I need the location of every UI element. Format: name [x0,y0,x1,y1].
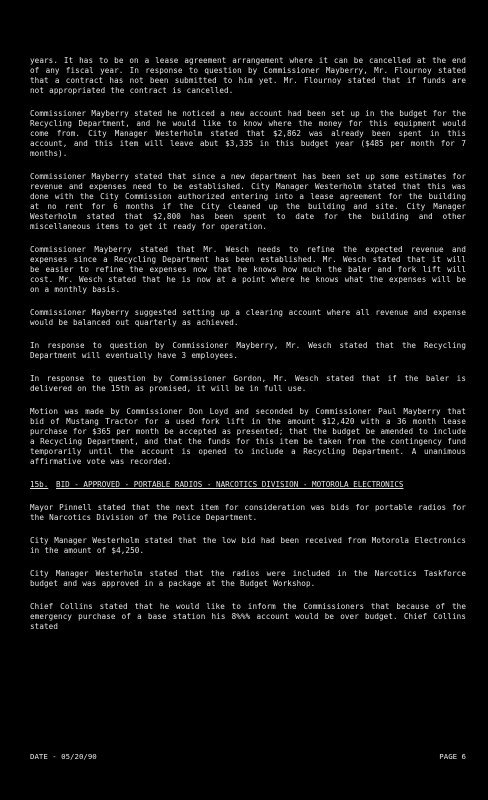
paragraph: In response to question by Commissioner Gordon, Mr. Wesch stated that if the baler is delivered on the 15th as promised, it will be in full use. [30,374,466,393]
paragraph: years. It has to be on a lease agreement arrangement where it can be cancelled at the end of any fiscal year. In response to question by Commissioner Mayberry, Mr. Flournoy stated that a contract has not been submitted to him yet. Mr. Flournoy stated that if funds are not appropriated the contract is cancelled. [30,56,466,95]
paragraph: In response to question by Commissioner Mayberry, Mr. Wesch stated that the Recycling Department will eventually have 3 employees. [30,341,466,360]
paragraph: Motion was made by Commissioner Don Loyd and seconded by Commissioner Paul Mayberry that bid of Mustang Tractor for a used fork lift in the amount $12,420 with a 36 month lease purchase for $365 per month be accepted as presented; that the budget be amended to include a Recycling Department, and that the funds for this item be taken from the contingency fund temporarily until the account is opened to include a Recycling Department. A unanimous affirmative vote was recorded. [30,407,466,466]
paragraph: Commissioner Mayberry stated that Mr. Wesch needs to refine the expected revenue and expenses since a Recycling Department has been established. Mr. Wesch stated that it will be easier to refine the expenses now that he knows how much the baler and fork lift will cost. Mr. Wesch stated that he is now at a point where he knows what the expenses will be on a monthly basis. [30,245,466,294]
paragraph: Commissioner Mayberry stated that since a new department has been set up some estimates for revenue and expenses need to be established. City Manager Westerholm stated that this was done with the City Commission authorized entering into a lease agreement for the building at no rent for 6 months if the City cleaned up the building and site. City Manager Westerholm stated that $2,800 has been spent to date for the building and other miscellaneous items to get it ready for operation. [30,172,466,231]
agenda-item-title: BID - APPROVED - PORTABLE RADIOS - NARCOTICS DIVISION - MOTOROLA ELECTRONICS [56,480,404,489]
paragraph: City Manager Westerholm stated that the radios were included in the Narcotics Taskforce budget and was approved in a package at the Budget Workshop. [30,569,466,588]
paragraph: Commissioner Mayberry suggested setting up a clearing account where all revenue and expense would be balanced out quarterly as achieved. [30,308,466,327]
footer-page-number: PAGE 6 [439,752,466,761]
agenda-item-heading [30,480,466,490]
footer-date: DATE - 05/20/90 [30,752,97,761]
paragraph: City Manager Westerholm stated that the low bid had been received from Motorola Electronics in the amount of $4,250. [30,536,466,555]
paragraph: Chief Collins stated that he would like to inform the Commissioners that because of the emergency purchase of a base station his 8%%% account would be over budget. Chief Collins stated [30,602,466,631]
paragraph: Commissioner Mayberry stated he noticed a new account had been set up in the budget for the Recycling Department, and he would like to know where the money for this equipment would come from. City Manager Westerholm stated that $2,862 was already been spent in this account, and this item will leave abut $3,335 in this budget year ($485 per month for 7 months). [30,109,466,158]
paragraph: Mayor Pinnell stated that the next item for consideration was bids for portable radios for the Narcotics Division of the Police Department. [30,503,466,522]
page-footer [30,752,466,762]
agenda-item-number: 15b. [30,480,49,489]
